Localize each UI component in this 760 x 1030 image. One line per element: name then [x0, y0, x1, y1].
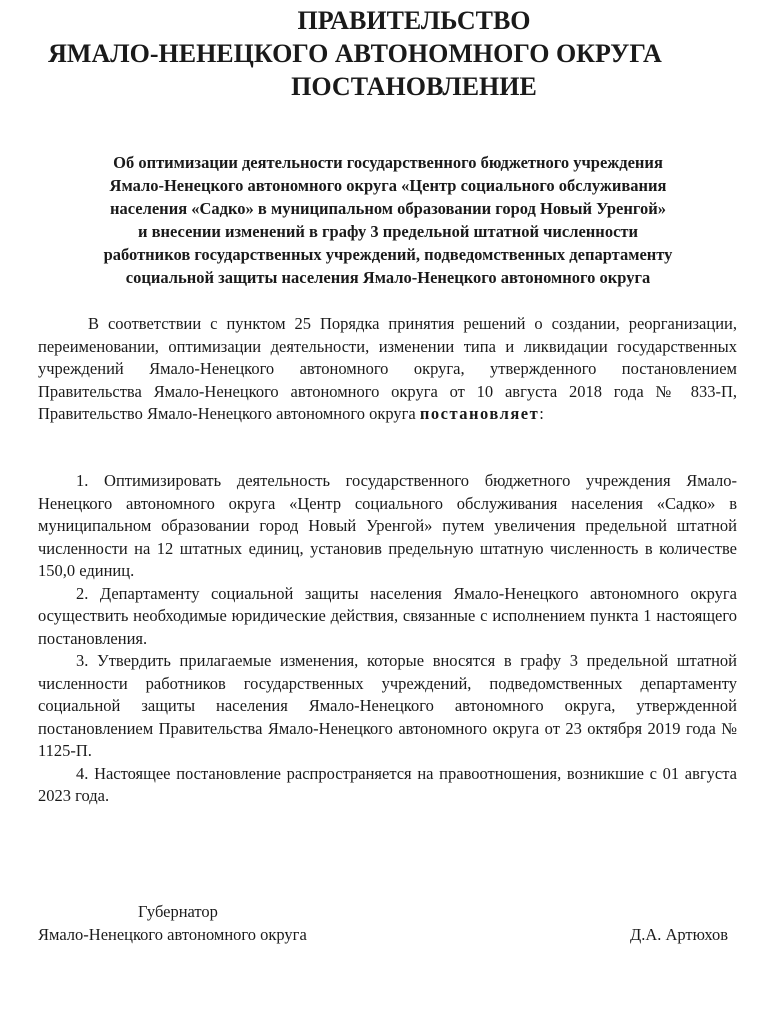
title-line: и внесении изменений в графу 3 предельной штатной численности	[137, 222, 639, 241]
resolution-item-3: 3. Утвердить прилагаемые изменения, которые вносятся в графу 3 предельной штатной численности работников государственных учреждений, подведомственных департаменту социальной защиты населения Ямало-Ненецкого автономного округа, утвержденной постановлением Правительства Ямало-Ненецкого автономного округа от 23 октября 2019 года № 1125-П.	[38, 651, 737, 760]
resolution-items	[38, 470, 737, 808]
resolution-item-4: 4. Настоящее постановление распространяется на правоотношения, возникшие с 01 августа 2023 года.	[38, 763, 737, 805]
resolution-item-2: 2. Департаменту социальной защиты населения Ямало-Ненецкого автономного округа осуществить необходимые юридические действия, связанные с исполнением пункта 1 настоящего постановления.	[38, 583, 737, 648]
signature-row	[38, 923, 728, 946]
resolution-item-1: 1. Оптимизировать деятельность государственного бюджетного учреждения Ямало-Ненецкого автономного округа «Центр социального обслуживания населения «Садко» в муниципальном образовании город Новый Уренгой» путем увеличения предельной штатной численности на 12 штатных единиц, установив предельную штатную численность в количестве 150,0 единиц.	[38, 471, 737, 580]
title-line: работников государственных учреждений, подведомственных департаменту	[103, 245, 673, 264]
signatory-position: Губернатор	[138, 902, 218, 921]
title-line: Ямало-Ненецкого автономного округа «Центр социального обслуживания	[109, 176, 667, 195]
preamble-suffix: :	[539, 404, 544, 423]
signatory-organization: Ямало-Ненецкого автономного округа	[38, 925, 307, 944]
signatory-name: Д.А. Артюхов	[629, 925, 728, 944]
title-line: Об оптимизации деятельности государственного бюджетного учреждения	[113, 153, 663, 172]
government-title: ПРАВИТЕЛЬСТВО	[297, 6, 531, 35]
resolves-keyword: постановляет	[419, 404, 540, 423]
preamble-text: В соответствии с пунктом 25 Порядка принятия решений о создании, реорганизации, переименовании, оптимизации деятельности, изменении типа и ликвидации государственных учреждений Ямало-Ненецкого автономного округа, утвержденного постановлением Правительства Ямало-Ненецкого автономного округа от 10 августа 2018 года № 833-П, Правительство Ямало-Ненецкого автономного округа	[38, 314, 737, 423]
title-line: социальной защиты населения Ямало-Ненецкого автономного округа	[125, 268, 651, 287]
region-title: ЯМАЛО-НЕНЕЦКОГО АВТОНОМНОГО ОКРУГА	[48, 39, 662, 68]
document-type-title: ПОСТАНОВЛЕНИЕ	[291, 72, 537, 101]
title-line: населения «Садко» в муниципальном образовании город Новый Уренгой»	[110, 199, 666, 218]
preamble-paragraph	[38, 313, 737, 426]
signature-block	[38, 900, 728, 946]
document-header	[0, 4, 760, 103]
resolution-title	[38, 151, 738, 289]
